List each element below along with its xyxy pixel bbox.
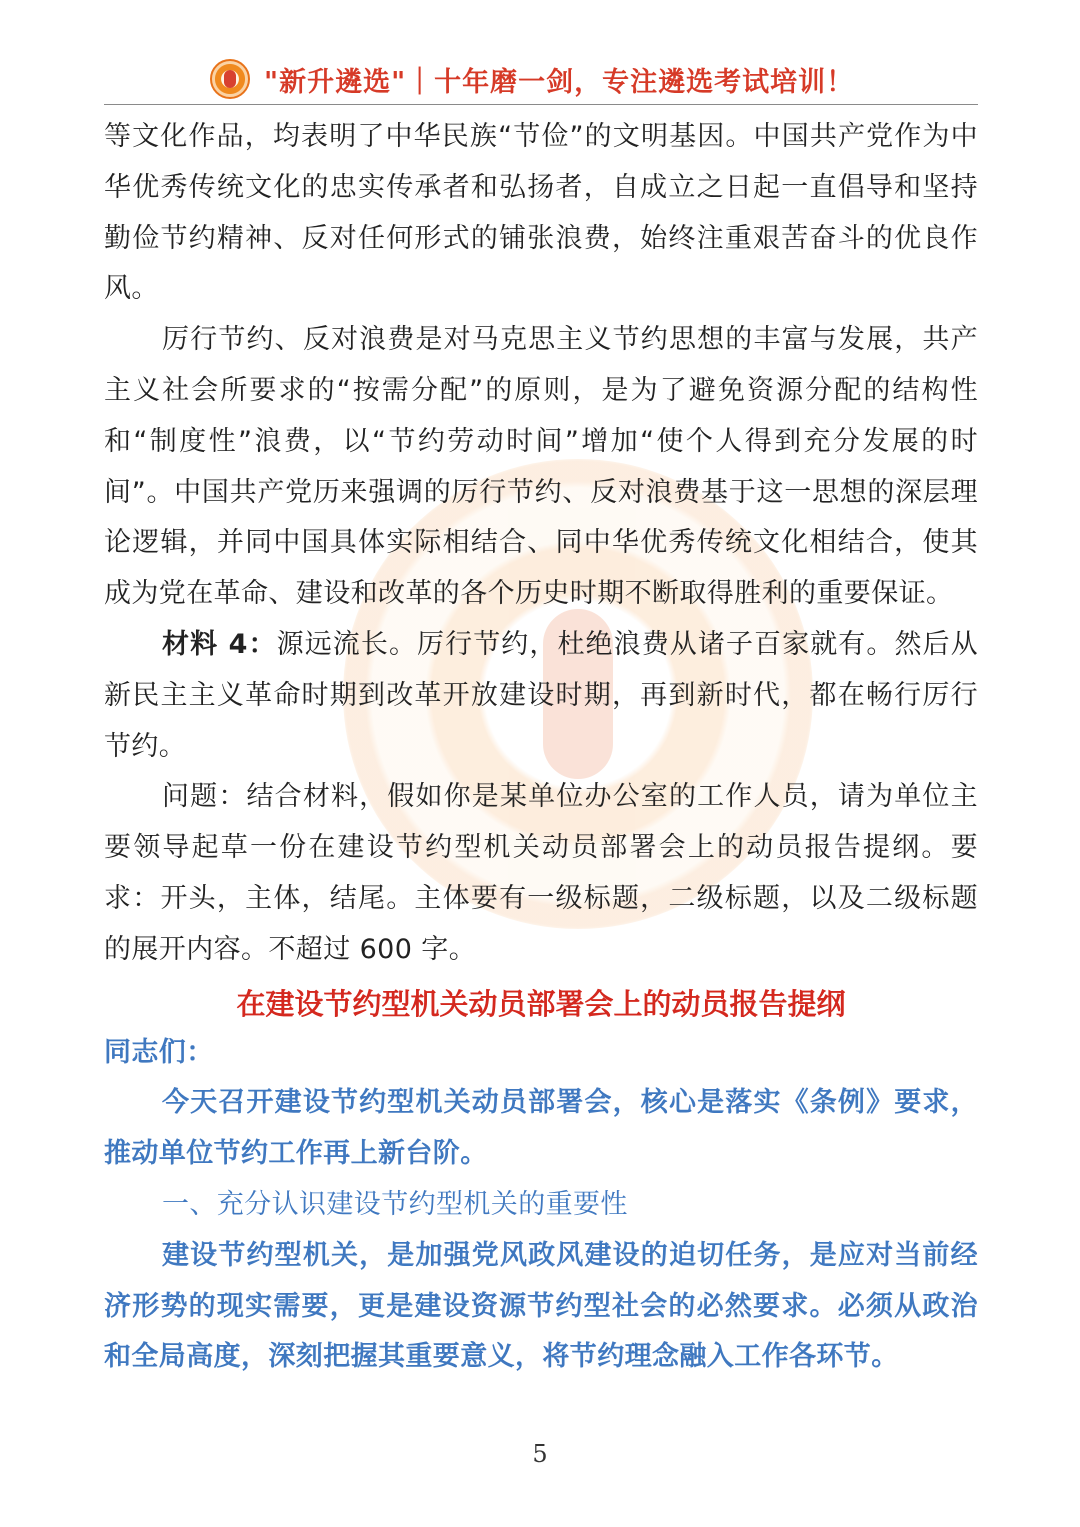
answer-body-1: 建设节约型机关，是加强党风政风建设的迫切任务，是应对当前经济形势的现实需要，更是建设资源节约型社会的必然要求。必须从政治和全局高度，深刻把握其重要意义，将节约理念融入工作各环节。	[104, 1239, 978, 1373]
header-divider	[104, 104, 978, 105]
paragraph-marxism-thrift: 厉行节约、反对浪费是对马克思主义节约思想的丰富与发展，共产主义社会所要求的“按需分配”的原则，是为了避免资源分配的结构性和“制度性”浪费，以“节约劳动时间”增加“使个人得到充分发展的时间”。中国共产党历来强调的厉行节约、反对浪费基于这一思想的深层理论逻辑，并同中国具体实际相结合、同中华优秀传统文化相结合，使其成为党在革命、建设和改革的各个历史时期不断取得胜利的重要保证。	[104, 324, 978, 610]
material-4-text: 源远流长。厉行节约，杜绝浪费从诸子百家就有。然后从新民主主义革命时期到改革开放建设时期，再到新时代，都在畅行厉行节约。	[104, 628, 979, 762]
page-header	[210, 58, 890, 100]
answer-title: 在建设节约型机关动员部署会上的动员报告提纲	[236, 986, 846, 1021]
answer-greeting: 同志们：	[104, 1036, 214, 1068]
page-content	[104, 112, 978, 1383]
paragraph-material-4	[104, 620, 978, 772]
answer-opening: 今天召开建设节约型机关动员部署会，核心是落实《条例》要求，推动单位节约工作再上新台阶。	[104, 1087, 978, 1170]
header-slogan: "新升遴选"｜十年磨一剑，专注遴选考试培训！	[264, 66, 855, 98]
answer-heading-1: 一、充分认识建设节约型机关的重要性	[162, 1188, 628, 1220]
xinsheng-logo-icon	[210, 59, 250, 99]
paragraph-question: 问题：结合材料，假如你是某单位办公室的工作人员，请为单位主要领导起草一份在建设节约型机关动员部署会上的动员报告提纲。要求：开头，主体，结尾。主体要有一级标题，二级标题，以及二级标题的展开内容。不超过 600 字。	[104, 781, 978, 965]
paragraph-culture-gene: 等文化作品，均表明了中华民族“节俭”的文明基因。中国共产党作为中华优秀传统文化的忠实传承者和弘扬者，自成立之日起一直倡导和坚持勤俭节约精神、反对任何形式的铺张浪费，始终注重艰苦奋斗的优良作风。	[104, 121, 978, 305]
logo-mark	[224, 70, 236, 88]
material-4-label: 材料 4：	[162, 628, 277, 660]
page-number: 5	[532, 1440, 548, 1468]
